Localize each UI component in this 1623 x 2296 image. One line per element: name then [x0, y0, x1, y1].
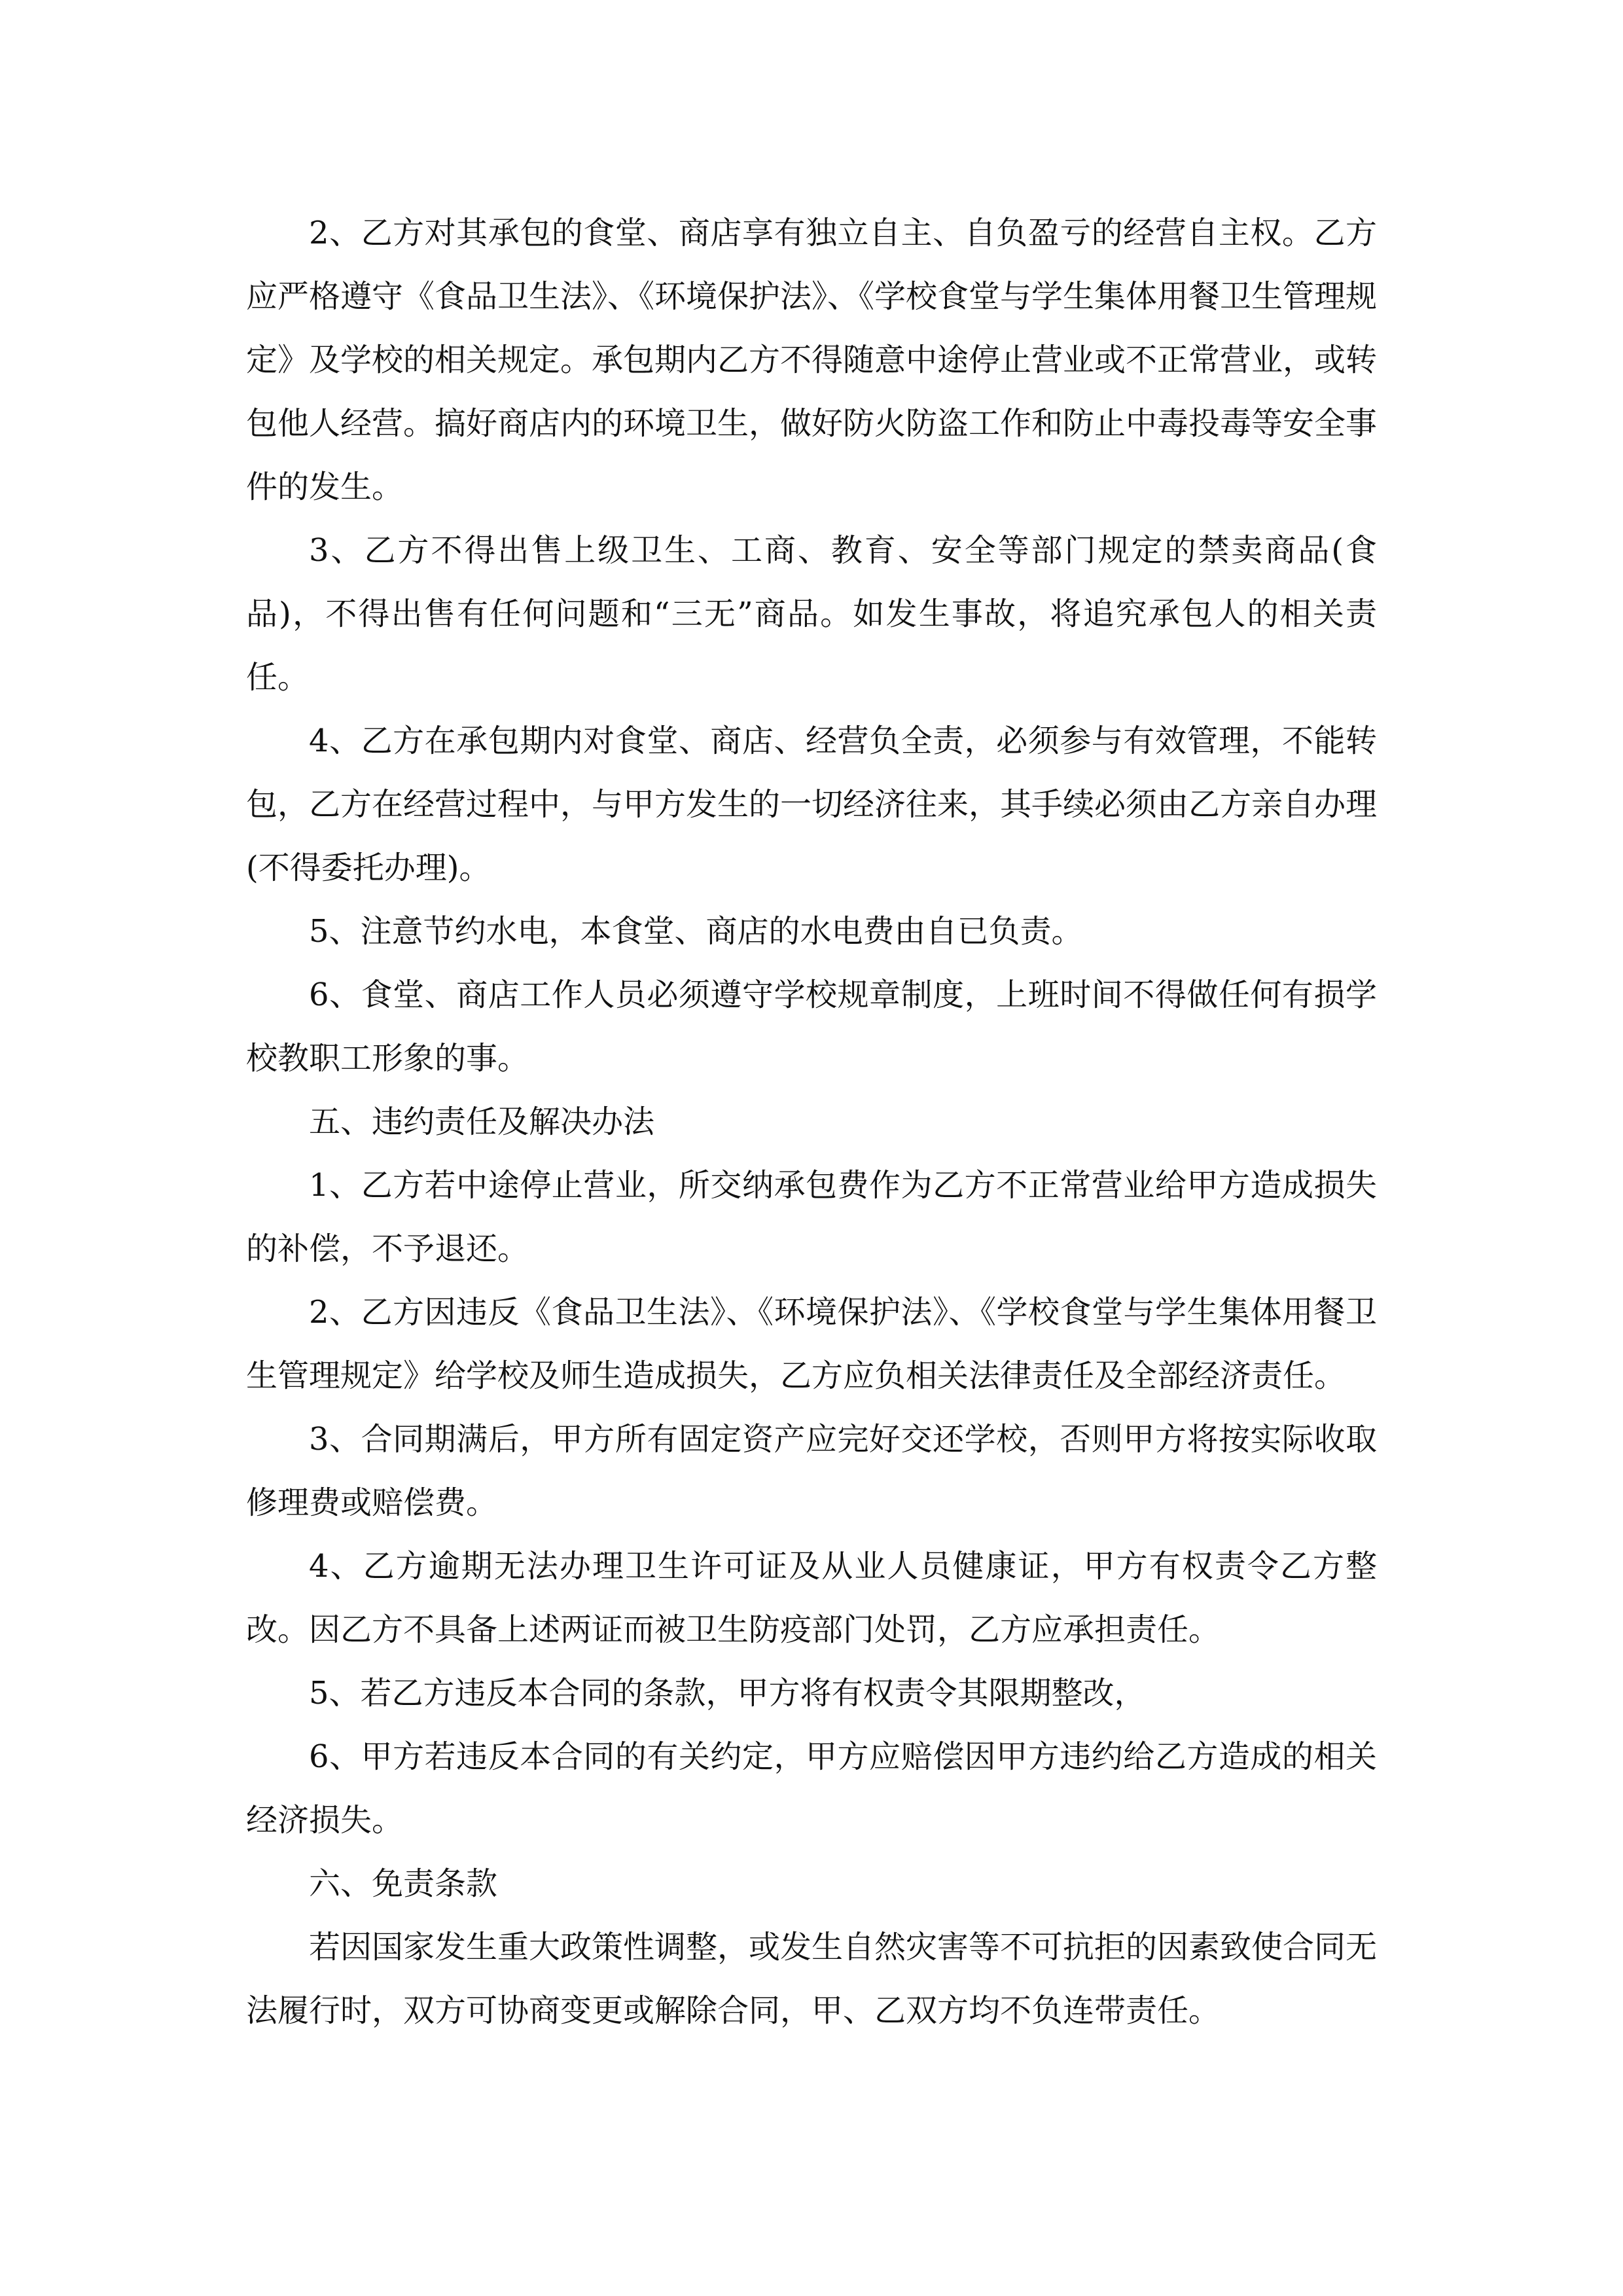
clause-paragraph: 5、若乙方违反本合同的条款，甲方将有权责令其限期整改，	[309, 1675, 1146, 1712]
clause-paragraph: 2、乙方对其承包的食堂、商店享有独立自主、自负盈亏的经营自主权。乙方应严格遵守《食品卫生法》、《环境保护法》、《学校食堂与学生集体用餐卫生管理规定》及学校的相关规定。承包期内乙方不得随意中途停止营业或不正常营业，或转包他人经营。搞好商店内的环境卫生，做好防火防盗工作和防止中毒投毒等安全事件的发生。	[246, 215, 1378, 505]
clause-paragraph: 3、合同期满后，甲方所有固定资产应完好交还学校，否则甲方将按实际收取修理费或赔偿费。	[246, 1421, 1377, 1521]
clause-paragraph: 5、注意节约水电，本食堂、商店的水电费由自已负责。	[309, 913, 1083, 950]
clause-paragraph: 1、乙方若中途停止营业，所交纳承包费作为乙方不正常营业给甲方造成损失的补偿，不予退还。	[246, 1167, 1377, 1267]
section-heading-exemption: 六、免责条款	[309, 1865, 498, 1902]
document-body	[246, 202, 1377, 2043]
clause-paragraph: 3、乙方不得出售上级卫生、工商、教育、安全等部门规定的禁卖商品(食品)，不得出售有任何问题和“三无”商品。如发生事故，将追究承包人的相关责任。	[246, 532, 1377, 696]
clause-paragraph: 2、乙方因违反《食品卫生法》、《环境保护法》、《学校食堂与学生集体用餐卫生管理规定》给学校及师生造成损失，乙方应负相关法律责任及全部经济责任。	[246, 1294, 1377, 1394]
clause-paragraph: 6、甲方若违反本合同的有关约定，甲方应赔偿因甲方违约给乙方造成的相关经济损失。	[246, 1738, 1377, 1839]
clause-paragraph: 4、乙方逾期无法办理卫生许可证及从业人员健康证，甲方有权责令乙方整改。因乙方不具备上述两证而被卫生防疫部门处罚，乙方应承担责任。	[246, 1548, 1377, 1648]
clause-paragraph: 若因国家发生重大政策性调整，或发生自然灾害等不可抗拒的因素致使合同无法履行时，双方可协商变更或解除合同，甲、乙双方均不负连带责任。	[246, 1929, 1378, 2029]
section-heading-breach: 五、违约责任及解决办法	[309, 1103, 655, 1140]
clause-paragraph: 6、食堂、商店工作人员必须遵守学校规章制度，上班时间不得做任何有损学校教职工形象的事。	[246, 977, 1377, 1077]
clause-paragraph: 4、乙方在承包期内对食堂、商店、经营负全责，必须参与有效管理，不能转包，乙方在经营过程中，与甲方发生的一切经济往来，其手续必须由乙方亲自办理(不得委托办理)。	[246, 723, 1378, 886]
